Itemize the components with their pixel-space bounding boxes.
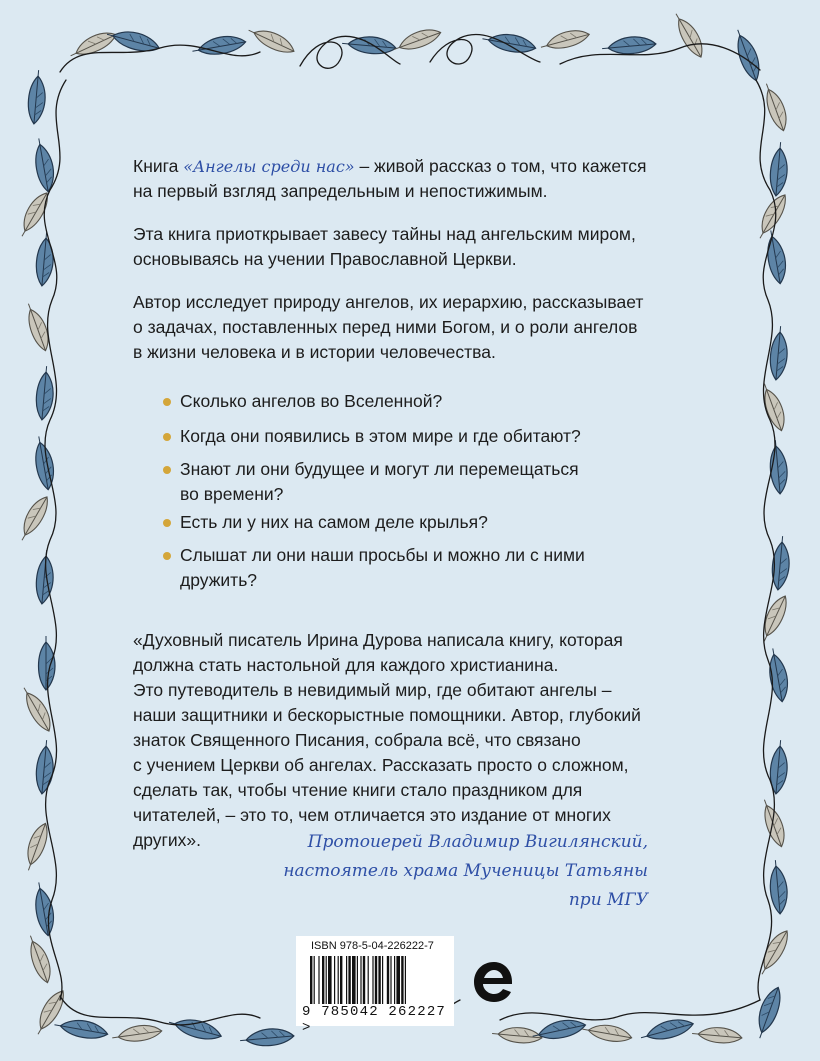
barcode-bar <box>348 956 350 1004</box>
barcode-bar <box>352 956 356 1004</box>
intro-text: на первый взгляд запредельным и непостижимым. <box>133 181 548 201</box>
book-title: «Ангелы среди нас» <box>183 157 355 176</box>
quote-line: сделать так, чтобы чтение книги стало праздником для <box>133 780 583 800</box>
barcode-bar <box>363 956 365 1004</box>
isbn-barcode-block <box>296 936 454 1036</box>
barcode-digits: 9 785042 262227 > <box>302 1004 447 1036</box>
barcode-bar <box>394 956 395 1004</box>
quote-line: с учением Церкви об ангелах. Рассказать просто о сложном, <box>133 755 629 775</box>
quote-line: читателей, – это то, чем отличается это издание от многих <box>133 805 611 825</box>
intro-text: Автор исследует природу ангелов, их иерархию, рассказывает <box>133 292 644 312</box>
intro-text: Эта книга приоткрывает завесу тайны над ангельским миром, <box>133 224 636 244</box>
intro-text: – живой рассказ о том, что кажется <box>354 156 647 176</box>
barcode <box>310 956 440 1004</box>
barcode-bar <box>314 956 315 1004</box>
intro-paragraph-1 <box>133 154 693 204</box>
barcode-bar <box>375 956 377 1004</box>
quote-signature <box>228 828 648 915</box>
bullet-dot-icon <box>163 519 171 527</box>
quote-line: должна стать настольной для каждого христианина. <box>133 655 559 675</box>
bullet-dot-icon <box>163 398 171 406</box>
barcode-bar <box>396 956 400 1004</box>
barcode-bar <box>382 956 383 1004</box>
quote-line: наши защитники и бескорыстные помощники. Автор, глубокий <box>133 705 641 725</box>
bullet-dot-icon <box>163 433 171 441</box>
barcode-bar <box>328 956 332 1004</box>
barcode-bar <box>387 956 389 1004</box>
signature-line: при МГУ <box>568 890 648 910</box>
barcode-bar <box>360 956 361 1004</box>
barcode-bar <box>405 956 406 1004</box>
barcode-bar <box>334 956 335 1004</box>
barcode-bar <box>326 956 327 1004</box>
intro-paragraph-2 <box>133 222 693 272</box>
quote-line: «Духовный писатель Ирина Дурова написала книгу, которая <box>133 630 623 650</box>
isbn-label: ISBN 978-5-04-226222-7 <box>311 940 434 952</box>
barcode-bar <box>357 956 358 1004</box>
barcode-bar <box>401 956 403 1004</box>
intro-text: основываясь на учении Православной Церкви. <box>133 249 517 269</box>
publisher-logo-icon <box>464 952 524 1012</box>
quote-line: знаток Священного Писания, собрала всё, что связано <box>133 730 581 750</box>
barcode-bar <box>318 956 319 1004</box>
intro-text: Книга <box>133 156 184 176</box>
quote-line: Это путеводитель в невидимый мир, где обитают ангелы – <box>133 680 612 700</box>
barcode-bar <box>372 956 373 1004</box>
barcode-bar <box>322 956 324 1004</box>
bullet-dot-icon <box>163 466 171 474</box>
barcode-bar <box>378 956 380 1004</box>
bullet-dot-icon <box>163 552 171 560</box>
intro-paragraph-3 <box>133 290 693 365</box>
barcode-bar <box>390 956 391 1004</box>
barcode-bar <box>368 956 369 1004</box>
intro-text: о задачах, поставленных перед ними Богом, и о роли ангелов <box>133 317 638 337</box>
intro-text: в жизни человека и в истории человечества. <box>133 342 496 362</box>
barcode-bar <box>340 956 342 1004</box>
quote-line: других». <box>133 830 202 850</box>
signature-line: настоятель храма Мученицы Татьяны <box>283 861 648 881</box>
barcode-bar <box>338 956 339 1004</box>
testimonial-quote <box>133 628 713 853</box>
barcode-bar <box>310 956 312 1004</box>
barcode-bar <box>346 956 347 1004</box>
signature-line: Протоиерей Владимир Вигилянский, <box>307 832 648 852</box>
